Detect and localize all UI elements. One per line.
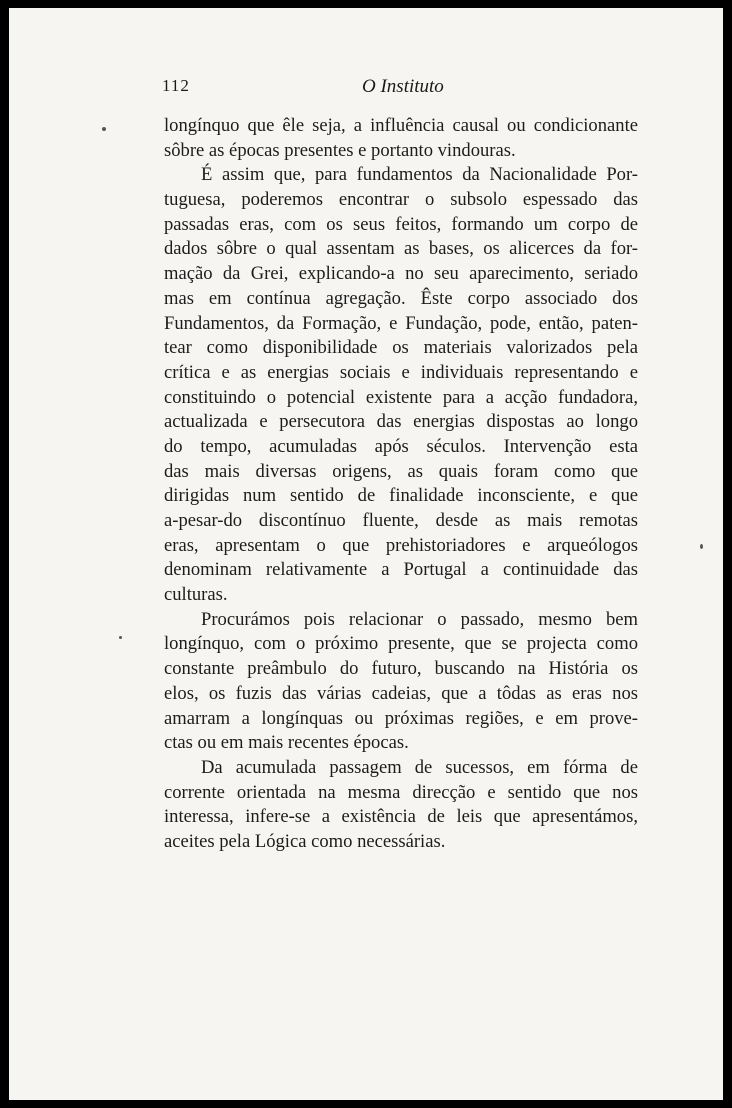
text-line: ctas ou em mais recentes épocas. <box>164 732 409 754</box>
paragraph <box>164 163 638 607</box>
text-line: elos, os fuzis das várias cadeias, que a tôdas as eras nos <box>164 682 638 704</box>
paragraph <box>164 114 638 163</box>
text-line: crítica e as energias sociais e individuais representando e <box>164 361 638 383</box>
text-line: Procurámos pois relacionar o passado, mesmo bem <box>201 608 638 630</box>
text-line: mas em contínua agregação. Êste corpo associado dos <box>164 287 638 309</box>
text-line: dirigidas num sentido de finalidade inconsciente, e que <box>164 485 638 507</box>
text-line: das mais diversas origens, as quais foram como que <box>164 460 638 482</box>
body-text <box>164 114 638 855</box>
text-line: constituindo o potencial existente para a acção fundadora, <box>164 386 638 408</box>
text-line: eras, apresentam o que prehistoriadores e arqueólogos <box>164 534 638 556</box>
text-line: culturas. <box>164 584 228 606</box>
text-line: dados sôbre o qual assentam as bases, os alicerces da for- <box>164 238 638 260</box>
text-line: tear como disponibilidade os materiais valorizados pela <box>164 337 638 359</box>
text-line: constante preâmbulo do futuro, buscando na História os <box>164 658 638 680</box>
margin-speck <box>700 544 703 549</box>
text-line: denominam relativamente a Portugal a continuidade das <box>164 559 638 581</box>
text-line: sôbre as épocas presentes e portanto vindouras. <box>164 139 516 161</box>
text-line: amarram a longínquas ou próximas regiões, e em prove- <box>164 707 638 729</box>
page-number: 112 <box>162 76 190 95</box>
text-line: tuguesa, poderemos encontrar o subsolo espessado das <box>164 189 638 211</box>
text-line: mação da Grei, explicando-a no seu aparecimento, seriado <box>164 263 638 285</box>
text-line: aceites pela Lógica como necessárias. <box>164 830 446 852</box>
margin-speck <box>102 127 106 131</box>
paragraph <box>164 608 638 756</box>
paragraph <box>164 756 638 855</box>
text-line: a-pesar-do discontínuo fluente, desde as mais remotas <box>164 510 638 531</box>
text-line: corrente orientada na mesma direcção e sentido que nos <box>164 781 638 803</box>
text-line: passadas eras, com os seus feitos, formando um corpo de <box>164 213 638 235</box>
running-title: O Instituto <box>362 76 444 97</box>
margin-speck <box>119 636 122 639</box>
text-line: actualizada e persecutora das energias dispostas ao longo <box>164 411 638 433</box>
text-line: longínquo que êle seja, a influência causal ou condicionante <box>164 115 638 136</box>
text-line: do tempo, acumuladas após séculos. Intervenção esta <box>164 435 638 457</box>
page-header <box>162 76 638 102</box>
text-line: Fundamentos, da Formação, e Fundação, pode, então, paten- <box>164 312 638 334</box>
text-line: longínquo, com o próximo presente, que se projecta como <box>164 633 638 655</box>
text-line: interessa, infere-se a existência de leis que apresentámos, <box>164 806 638 828</box>
text-line: Da acumulada passagem de sucessos, em fórma de <box>201 756 638 778</box>
text-line: É assim que, para fundamentos da Nacionalidade Por- <box>201 164 638 186</box>
